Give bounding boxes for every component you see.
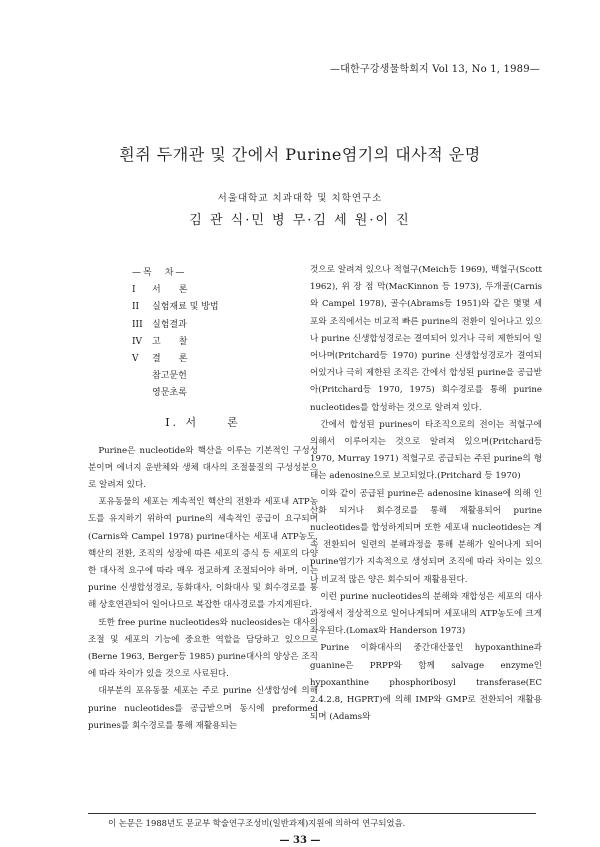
footnote: 이 논문은 1988년도 문교부 학술연구조성비(일반과제)지원에 의하여 연구되었음. <box>108 818 406 828</box>
footnote-divider <box>88 813 536 814</box>
toc-item-label: 실험결과 <box>152 319 187 330</box>
journal-header: —대한구강생물학회지 Vol 13, No 1, 1989— <box>329 64 540 75</box>
affiliation: 서울대학교 치과대학 및 치학연구소 <box>217 193 383 204</box>
authors: 김 관 식·민 병 무·김 세 원·이 진 <box>189 213 411 228</box>
toc-extra-item: 영문초록 <box>152 388 187 399</box>
right-column <box>310 262 542 726</box>
body-paragraph: Purine은 nucleotide와 핵산을 이루는 기본적인 구성성분이며 에너지 운반체와 생체 대사의 조절물질의 구성성분으로 알려져 있다. <box>88 445 318 491</box>
toc-item-label: 고 찰 <box>152 336 188 347</box>
left-column <box>88 265 318 735</box>
toc-item-number: IV <box>132 336 143 347</box>
toc-item <box>132 317 318 334</box>
paper-title: 흰쥐 두개관 및 간에서 Purine염기의 대사적 운명 <box>119 145 481 164</box>
body-paragraph: 것으로 알려져 있으나 적혈구(Meich등 1969), 백혈구(Scott 1962), 위 장 점 막(MacKinnon 등 1973), 두개골(Carnis와 Campel 1978), 골수(Abrams등 1951)와 같은 몇몇 세포와 조직에서는 비교적 빠른 purine의 전환이 일어나고 있으나 purine 신생합성경로는 결여되어 있거나 극히 제한되어 일어나며(Pritchard등 1970) purine 신생합성경로가 결여되어있거나 극히 제한된 조직은 간에서 합성된 purine을 공급받아(Pritchard등 1970, 1975) 회수경로를 통해 purine nucleotides를 합성하는 것으로 알려져 있다. <box>310 265 542 413</box>
toc-item-number: V <box>132 354 139 365</box>
toc-item <box>132 334 318 351</box>
body-paragraph: 간에서 합성된 purines이 타조직으로의 전이는 적혈구에 의해서 이루어지는 것으로 알려져 있으며(Pritchard등 1970, Murray 1971) 적혈구로 공급되는 주된 purine의 형태는 adenosine으로 보고되었다.(Pritchard 등 1970) <box>310 419 542 482</box>
toc-item-number: II <box>132 302 140 313</box>
toc-item <box>132 351 318 368</box>
toc-item-label: 서 론 <box>152 285 188 296</box>
body-paragraph: Purine 이화대사의 중간대산물인 hypoxanthine과 guanine은 PRPP와 함께 salvage enzyme인 hypoxanthine phosphoribosyl transferase(EC 2.4.2.8, HGPRT)에 의해 IMP와 GMP로 전환되어 재활용되며 (Adams와 <box>310 643 542 723</box>
section-heading-introduction: I. 서 론 <box>165 415 241 429</box>
toc-heading: —목 차— <box>132 268 187 278</box>
body-paragraph: 이런 purine nucleotides의 분해와 재합성은 세포의 대사과정에서 정상적으로 일어나게되며 세포내의 ATP농도에 크게 좌우된다.(Lomax와 Handerson 1973) <box>310 591 542 637</box>
page-number: — 33 — <box>279 835 321 846</box>
body-paragraph: 또한 free purine nucleotides와 nucleosides는 대사의 조절 및 세포의 기능에 중요한 역할을 담당하고 있으므로(Berne 1963, Berger등 1985) purine대사의 양상은 조직에 따라 차이가 있을 것으로 사료된다. <box>88 617 318 680</box>
toc-item-label: 실험재료 및 방법 <box>152 302 219 313</box>
table-of-contents <box>132 265 318 403</box>
toc-item-number: I <box>132 285 136 296</box>
toc-item <box>132 299 318 316</box>
body-paragraph: 대부분의 포유동물 세포는 주로 purine 신생합성에 의해 purine nucleotides를 공급받으며 동시에 preformed purines를 회수경로를 통해 재활용되는 <box>88 686 318 731</box>
toc-item-number: III <box>132 319 143 330</box>
body-paragraph: 포유동물의 세포는 계속적인 핵산의 전환과 세포내 ATP농도를 유지하기 위하여 purine의 세속적인 공급이 요구되며(Carnis와 Campel 1978) purine대사는 세포내 ATP농도, 핵산의 전환, 조직의 성장에 따른 세포의 증식 등 세포의 다양한 대사적 요구에 따라 매우 정교하게 조절되어야 하며, 이는 purine 신생합성경로, 동화대사, 이화대사 및 회수경로를 통해 상호연관되어 일어나므로 복잡한 대사경로를 가지게된다. <box>88 497 318 611</box>
toc-item-label: 결 론 <box>152 354 188 365</box>
body-paragraph: 이와 같이 공급된 purine은 adenosine kinase에 의해 인산화 되거나 회수경로를 통해 재활용되어 purine nucleotides를 합성하게되며 또한 세포내 nucleotides는 계속 전환되어 일련의 분해과정을 통해 분해가 일어나게 되어 purine염기가 지속적으로 생성되며 조직에 따라 차이는 있으나 비교적 많은 양은 회수되어 재활용된다. <box>310 488 542 585</box>
toc-extra-item: 참고문헌 <box>152 371 187 382</box>
toc-item <box>132 282 318 299</box>
